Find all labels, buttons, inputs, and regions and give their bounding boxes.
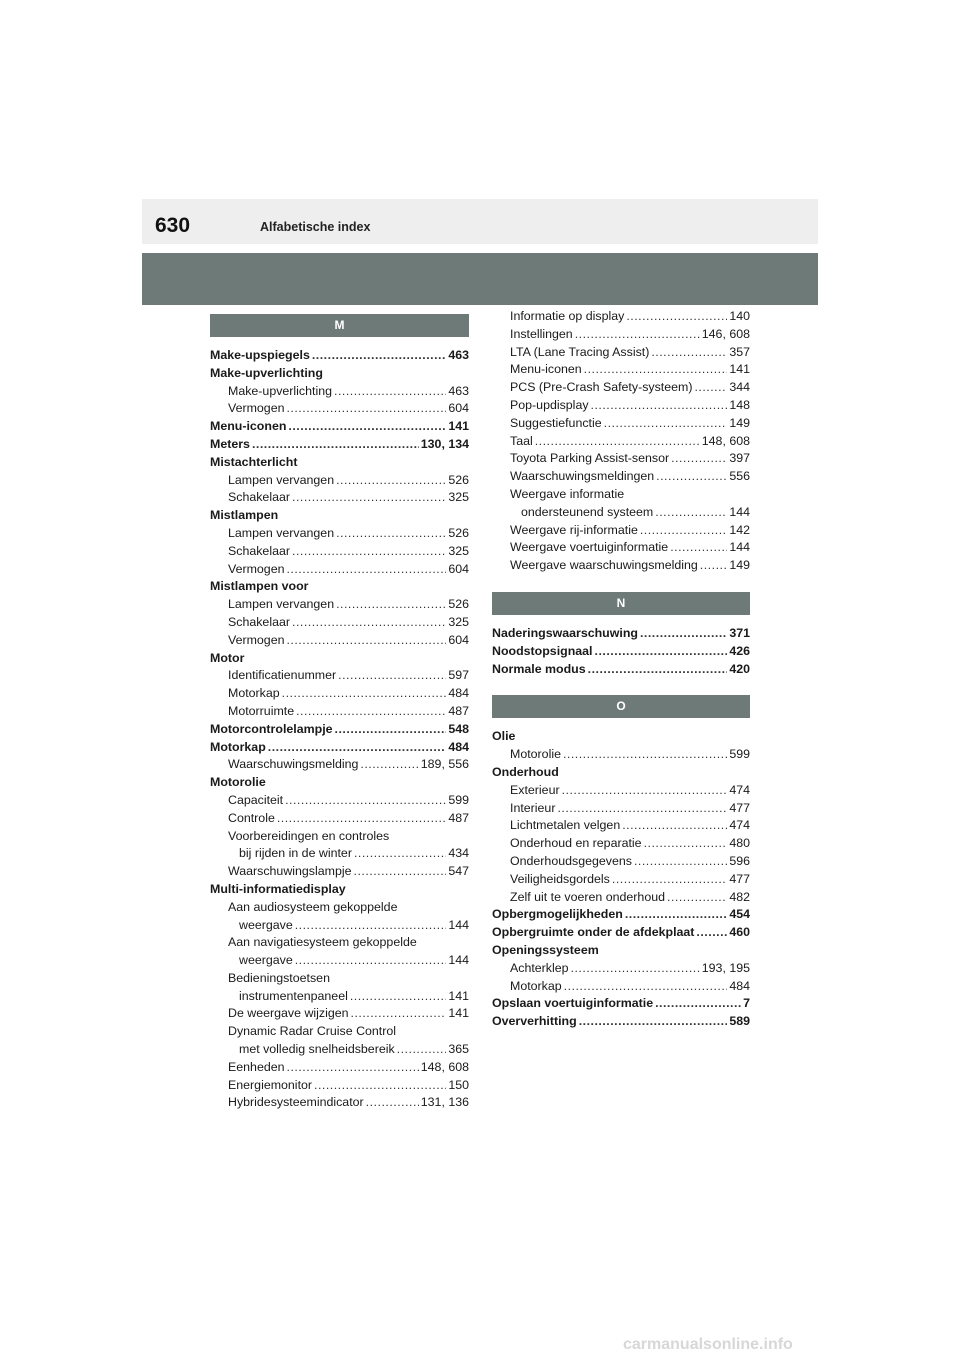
- index-subentry: [210, 667, 469, 685]
- entry-page-number: 556: [729, 469, 750, 484]
- dot-leader: [292, 489, 446, 507]
- entry-text: Lampen vervangen: [228, 472, 335, 487]
- dot-leader: [604, 415, 728, 433]
- entry-page-number: 149: [729, 558, 750, 573]
- entry-page-number: 480: [729, 836, 750, 851]
- dot-leader: [667, 889, 727, 907]
- entry-page-number: 474: [729, 782, 750, 797]
- entry-text: Mistlampen voor: [210, 579, 309, 594]
- entry-text: ondersteunend systeem: [521, 504, 654, 519]
- dot-leader: [694, 379, 727, 397]
- letter-heading-o: O: [492, 695, 750, 718]
- entry-text: Schakelaar: [228, 490, 290, 505]
- entry-page-number: 371: [729, 625, 750, 640]
- index-subentry: [492, 397, 750, 415]
- index-entry: [210, 347, 469, 365]
- dot-leader: [622, 817, 727, 835]
- index-subentry: [210, 863, 469, 881]
- index-subentry: [492, 379, 750, 397]
- entry-text: Waarschuwingsmelding: [228, 757, 359, 772]
- index-subentry: [492, 433, 750, 451]
- entry-page-number: 142: [729, 522, 750, 537]
- entry-text: Schakelaar: [228, 543, 290, 558]
- index-entry: [492, 728, 750, 746]
- index-subentry: [492, 539, 750, 557]
- dot-leader: [584, 361, 728, 379]
- entry-text: Informatie op display: [510, 309, 625, 323]
- entry-page-number: 474: [729, 818, 750, 833]
- dot-leader: [354, 863, 447, 881]
- dot-leader: [579, 1013, 728, 1031]
- dot-leader: [336, 596, 446, 614]
- dot-leader: [700, 557, 728, 575]
- dot-leader: [562, 782, 728, 800]
- dot-leader: [640, 522, 727, 540]
- entry-page-number: 604: [448, 632, 469, 647]
- entry-page-number: 130, 134: [420, 436, 469, 451]
- entry-text: Aan audiosysteem gekoppelde: [228, 899, 398, 914]
- entry-text: Motorcontrolelampje: [210, 721, 333, 736]
- index-entry: [492, 764, 750, 782]
- dot-leader: [287, 1059, 419, 1077]
- dot-leader: [292, 543, 446, 561]
- entry-text: Opslaan voertuiginformatie: [492, 996, 654, 1011]
- dot-leader: [671, 450, 727, 468]
- index-subentry: [492, 450, 750, 468]
- dot-leader: [338, 667, 446, 685]
- index-entry: [210, 418, 469, 436]
- entry-text: Opbergmogelijkheden: [492, 907, 623, 922]
- entry-text: Noodstopsignaal: [492, 643, 593, 658]
- index-entry: [210, 774, 469, 792]
- index-subentry: [492, 326, 750, 344]
- entry-text: Weergave rij-informatie: [510, 522, 638, 537]
- index-entry: [492, 924, 750, 942]
- index-entry: [210, 739, 469, 757]
- entry-page-number: 589: [729, 1014, 750, 1029]
- entry-text: Identificatienummer: [228, 668, 337, 683]
- entry-text: Dynamic Radar Cruise Control: [228, 1024, 397, 1039]
- dot-leader: [295, 917, 447, 935]
- entry-text: De weergave wijzigen: [228, 1006, 349, 1021]
- entry-page-number: 526: [448, 525, 469, 540]
- index-subentry: [492, 486, 750, 504]
- entry-page-number: 548: [448, 721, 469, 736]
- entry-text: Motorruimte: [228, 703, 295, 718]
- entry-page-number: 365: [448, 1042, 469, 1057]
- entry-page-number: 526: [448, 472, 469, 487]
- entry-page-number: 547: [448, 864, 469, 879]
- entry-text: Onderhoudsgegevens: [510, 853, 632, 868]
- entry-text: Lampen vervangen: [228, 597, 335, 612]
- entry-text: Energiemonitor: [228, 1077, 313, 1092]
- index-subentry: [210, 952, 469, 970]
- index-subentry: [492, 468, 750, 486]
- index-subentry: [210, 810, 469, 828]
- entry-text: Meters: [210, 436, 250, 451]
- entry-page-number: 140: [729, 309, 750, 323]
- entry-page-number: 484: [448, 739, 469, 754]
- entry-text: Taal: [510, 433, 533, 448]
- dot-leader: [350, 988, 446, 1006]
- entry-page-number: 144: [448, 953, 469, 968]
- entry-text: Motorolie: [510, 747, 561, 762]
- index-subentry: [210, 917, 469, 935]
- entry-text: Aan navigatiesysteem gekoppelde: [228, 935, 417, 950]
- dot-leader: [351, 1005, 447, 1023]
- dot-leader: [286, 561, 446, 579]
- entry-text: Normale modus: [492, 661, 586, 676]
- entry-text: Controle: [228, 810, 275, 825]
- dot-leader: [268, 739, 447, 757]
- index-subentry: [210, 400, 469, 418]
- entry-page-number: 477: [729, 871, 750, 886]
- index-subentry: [210, 685, 469, 703]
- entry-page-number: 7: [743, 996, 750, 1011]
- dot-leader: [296, 703, 446, 721]
- entry-text: Toyota Parking Assist-sensor: [510, 451, 670, 466]
- index-subentry: [492, 853, 750, 871]
- dot-leader: [634, 853, 727, 871]
- entry-text: Mistachterlicht: [210, 454, 298, 469]
- index-subentry: [210, 525, 469, 543]
- entry-text: Motorkap: [228, 686, 280, 701]
- entry-page-number: 454: [729, 907, 750, 922]
- entry-text: Zelf uit te voeren onderhoud: [510, 889, 665, 904]
- index-subentry: [492, 871, 750, 889]
- entry-text: Menu-iconen: [510, 362, 582, 377]
- entry-page-number: 148, 608: [701, 433, 750, 448]
- dot-leader: [366, 1094, 419, 1112]
- entry-text: Vermogen: [228, 561, 285, 576]
- dot-leader: [651, 344, 727, 362]
- index-subentry: [492, 504, 750, 522]
- index-subentry: [210, 988, 469, 1006]
- index-subentry: [210, 472, 469, 490]
- entry-page-number: 149: [729, 415, 750, 430]
- entry-page-number: 144: [448, 917, 469, 932]
- dot-leader: [335, 721, 447, 739]
- dot-leader: [286, 632, 446, 650]
- index-subentry: [210, 1059, 469, 1077]
- entry-page-number: 131, 136: [420, 1095, 469, 1110]
- entry-page-number: 604: [448, 561, 469, 576]
- entry-page-number: 144: [729, 540, 750, 555]
- decorative-header-bar: [142, 253, 818, 305]
- entry-text: Pop-updisplay: [510, 397, 589, 412]
- entry-page-number: 148, 608: [420, 1059, 469, 1074]
- dot-leader: [626, 308, 727, 326]
- index-subentry: [210, 792, 469, 810]
- entry-text: Motor: [210, 650, 245, 665]
- entry-text: Make-upverlichting: [210, 365, 323, 380]
- entry-page-number: 357: [729, 344, 750, 359]
- entry-page-number: 463: [448, 348, 469, 362]
- index-subentry: [492, 415, 750, 433]
- entry-page-number: 141: [448, 1006, 469, 1021]
- entry-page-number: 325: [448, 614, 469, 629]
- entry-page-number: 487: [448, 810, 469, 825]
- entry-page-number: 141: [729, 362, 750, 377]
- entry-text: Opbergruimte onder de afdekplaat: [492, 925, 695, 940]
- index-subentry: [492, 361, 750, 379]
- entry-text: Veiligheidsgordels: [510, 871, 610, 886]
- entry-page-number: 148: [729, 397, 750, 412]
- index-subentry: [492, 978, 750, 996]
- index-entry: [210, 650, 469, 668]
- dot-leader: [696, 924, 727, 942]
- dot-leader: [655, 504, 727, 522]
- dot-leader: [588, 661, 728, 679]
- entry-text: Lichtmetalen velgen: [510, 818, 621, 833]
- entry-text: Onderhoud: [492, 764, 559, 779]
- index-subentry: [492, 344, 750, 362]
- index-subentry: [210, 828, 469, 846]
- index-subentry: [210, 383, 469, 401]
- entry-text: Schakelaar: [228, 614, 290, 629]
- entry-text: Motorkap: [210, 739, 266, 754]
- entry-page-number: 526: [448, 597, 469, 612]
- index-subentry: [492, 782, 750, 800]
- entry-text: Menu-iconen: [210, 419, 287, 434]
- index-entry: [492, 643, 750, 661]
- entry-page-number: 144: [729, 504, 750, 519]
- entry-text: Exterieur: [510, 782, 560, 797]
- index-subentry: [210, 899, 469, 917]
- dot-leader: [612, 871, 727, 889]
- entry-page-number: 146, 608: [701, 326, 750, 341]
- dot-leader: [397, 1041, 447, 1059]
- index-entry: [492, 1013, 750, 1031]
- page-title: Alfabetische index: [260, 220, 371, 234]
- entry-text: Openingssysteem: [492, 942, 599, 957]
- page-header-band: [142, 199, 818, 244]
- entry-page-number: 420: [729, 661, 750, 676]
- dot-leader: [295, 952, 447, 970]
- entry-page-number: 189, 556: [420, 757, 469, 772]
- dot-leader: [252, 436, 419, 454]
- page-number: 630: [155, 214, 191, 237]
- entry-text: Motorkap: [510, 978, 562, 993]
- index-subentry: [492, 308, 750, 326]
- index-entry: [492, 995, 750, 1013]
- dot-leader: [591, 397, 728, 415]
- entry-text: met volledig snelheidsbereik: [239, 1042, 395, 1057]
- entry-page-number: 150: [448, 1077, 469, 1092]
- entry-page-number: 599: [448, 792, 469, 807]
- index-column-right: [492, 308, 750, 1031]
- entry-page-number: 325: [448, 490, 469, 505]
- dot-leader: [575, 326, 700, 344]
- entry-page-number: 460: [729, 925, 750, 940]
- dot-leader: [535, 433, 700, 451]
- entry-page-number: 426: [729, 643, 750, 658]
- entry-text: Capaciteit: [228, 792, 284, 807]
- dot-leader: [656, 468, 727, 486]
- dot-leader: [564, 978, 728, 996]
- dot-leader: [354, 845, 446, 863]
- dot-leader: [336, 525, 446, 543]
- index-subentry: [210, 543, 469, 561]
- dot-leader: [286, 400, 446, 418]
- entry-text: Weergave waarschuwingsmelding: [510, 558, 698, 573]
- entry-text: Hybridesysteemindicator: [228, 1095, 364, 1110]
- entry-text: Voorbereidingen en controles: [228, 828, 390, 843]
- index-subentry: [210, 703, 469, 721]
- index-entry: [210, 721, 469, 739]
- index-subentry: [210, 1023, 469, 1041]
- entry-text: Weergave informatie: [510, 486, 625, 501]
- entry-text: weergave: [239, 917, 293, 932]
- index-subentry: [210, 756, 469, 774]
- entry-text: Weergave voertuiginformatie: [510, 540, 669, 555]
- entry-text: Vermogen: [228, 632, 285, 647]
- entry-text: Waarschuwingsmeldingen: [510, 469, 655, 484]
- entry-text: PCS (Pre-Crash Safety-systeem): [510, 380, 693, 395]
- entry-text: LTA (Lane Tracing Assist): [510, 344, 650, 359]
- dot-leader: [571, 960, 700, 978]
- dot-leader: [625, 906, 728, 924]
- index-entry: [210, 365, 469, 383]
- entry-text: Eenheden: [228, 1059, 285, 1074]
- index-subentry: [210, 632, 469, 650]
- index-entry: [210, 881, 469, 899]
- entry-text: Onderhoud en reparatie: [510, 836, 642, 851]
- index-subentry: [210, 596, 469, 614]
- index-entry: [210, 436, 469, 454]
- index-subentry: [492, 835, 750, 853]
- entry-text: weergave: [239, 953, 293, 968]
- entry-text: Interieur: [510, 800, 556, 815]
- index-subentry: [210, 970, 469, 988]
- index-subentry: [210, 561, 469, 579]
- entry-page-number: 477: [729, 800, 750, 815]
- entry-text: Mistlampen: [210, 508, 279, 523]
- dot-leader: [557, 800, 727, 818]
- dot-leader: [285, 792, 446, 810]
- index-subentry: [492, 557, 750, 575]
- entry-page-number: 463: [448, 383, 469, 398]
- dot-leader: [670, 539, 727, 557]
- index-subentry: [492, 800, 750, 818]
- index-subentry: [210, 1094, 469, 1112]
- index-entry: [492, 942, 750, 960]
- index-entry: [210, 578, 469, 596]
- entry-page-number: 596: [729, 853, 750, 868]
- entry-page-number: 141: [448, 988, 469, 1003]
- entry-page-number: 599: [729, 747, 750, 762]
- dot-leader: [312, 347, 446, 365]
- entry-page-number: 325: [448, 543, 469, 558]
- entry-text: Lampen vervangen: [228, 525, 335, 540]
- dot-leader: [563, 746, 727, 764]
- letter-heading-n: N: [492, 592, 750, 615]
- dot-leader: [282, 685, 447, 703]
- entry-text: Motorolie: [210, 775, 266, 790]
- entry-page-number: 193, 195: [701, 960, 750, 975]
- index-subentry: [210, 1077, 469, 1095]
- entry-text: Waarschuwingslampje: [228, 864, 352, 879]
- dot-leader: [655, 995, 741, 1013]
- entry-text: instrumentenpaneel: [239, 988, 348, 1003]
- entry-text: Multi-informatiedisplay: [210, 881, 346, 896]
- entry-page-number: 484: [448, 686, 469, 701]
- index-entry: [210, 507, 469, 525]
- index-entry: [210, 454, 469, 472]
- entry-text: Bedieningstoetsen: [228, 970, 330, 985]
- dot-leader: [336, 472, 446, 490]
- dot-leader: [595, 643, 728, 661]
- dot-leader: [288, 418, 446, 436]
- index-subentry: [210, 1041, 469, 1059]
- entry-text: Make-upspiegels: [210, 348, 310, 362]
- index-subentry: [492, 746, 750, 764]
- entry-text: Make-upverlichting: [228, 383, 332, 398]
- index-subentry: [210, 845, 469, 863]
- index-subentry: [210, 934, 469, 952]
- entry-page-number: 604: [448, 401, 469, 416]
- dot-leader: [292, 614, 446, 632]
- dot-leader: [360, 756, 418, 774]
- dot-leader: [277, 810, 446, 828]
- entry-page-number: 397: [729, 451, 750, 466]
- entry-text: Olie: [492, 729, 516, 744]
- index-subentry: [210, 489, 469, 507]
- watermark: carmanualsonline.info: [623, 1336, 793, 1353]
- dot-leader: [314, 1077, 446, 1095]
- dot-leader: [640, 625, 727, 643]
- entry-page-number: 487: [448, 703, 469, 718]
- letter-heading-m: M: [210, 314, 469, 337]
- entry-page-number: 141: [448, 419, 469, 434]
- index-entry: [492, 906, 750, 924]
- entry-page-number: 344: [729, 380, 750, 395]
- entry-text: bij rijden in de winter: [239, 846, 352, 861]
- entry-page-number: 434: [448, 846, 469, 861]
- entry-text: Suggestiefunctie: [510, 415, 602, 430]
- entry-page-number: 597: [448, 668, 469, 683]
- entry-text: Instellingen: [510, 326, 573, 341]
- index-subentry: [210, 1005, 469, 1023]
- entry-page-number: 482: [729, 889, 750, 904]
- index-column-left: [210, 308, 469, 1112]
- dot-leader: [334, 383, 446, 401]
- entry-text: Vermogen: [228, 401, 285, 416]
- entry-text: Achterklep: [510, 960, 569, 975]
- entry-text: Oververhitting: [492, 1014, 577, 1029]
- index-entry: [492, 661, 750, 679]
- entry-page-number: 484: [729, 978, 750, 993]
- index-subentry: [492, 522, 750, 540]
- dot-leader: [644, 835, 728, 853]
- index-subentry: [492, 817, 750, 835]
- index-subentry: [492, 960, 750, 978]
- index-subentry: [210, 614, 469, 632]
- index-subentry: [492, 889, 750, 907]
- entry-text: Naderingswaarschuwing: [492, 625, 638, 640]
- index-entry: [492, 625, 750, 643]
